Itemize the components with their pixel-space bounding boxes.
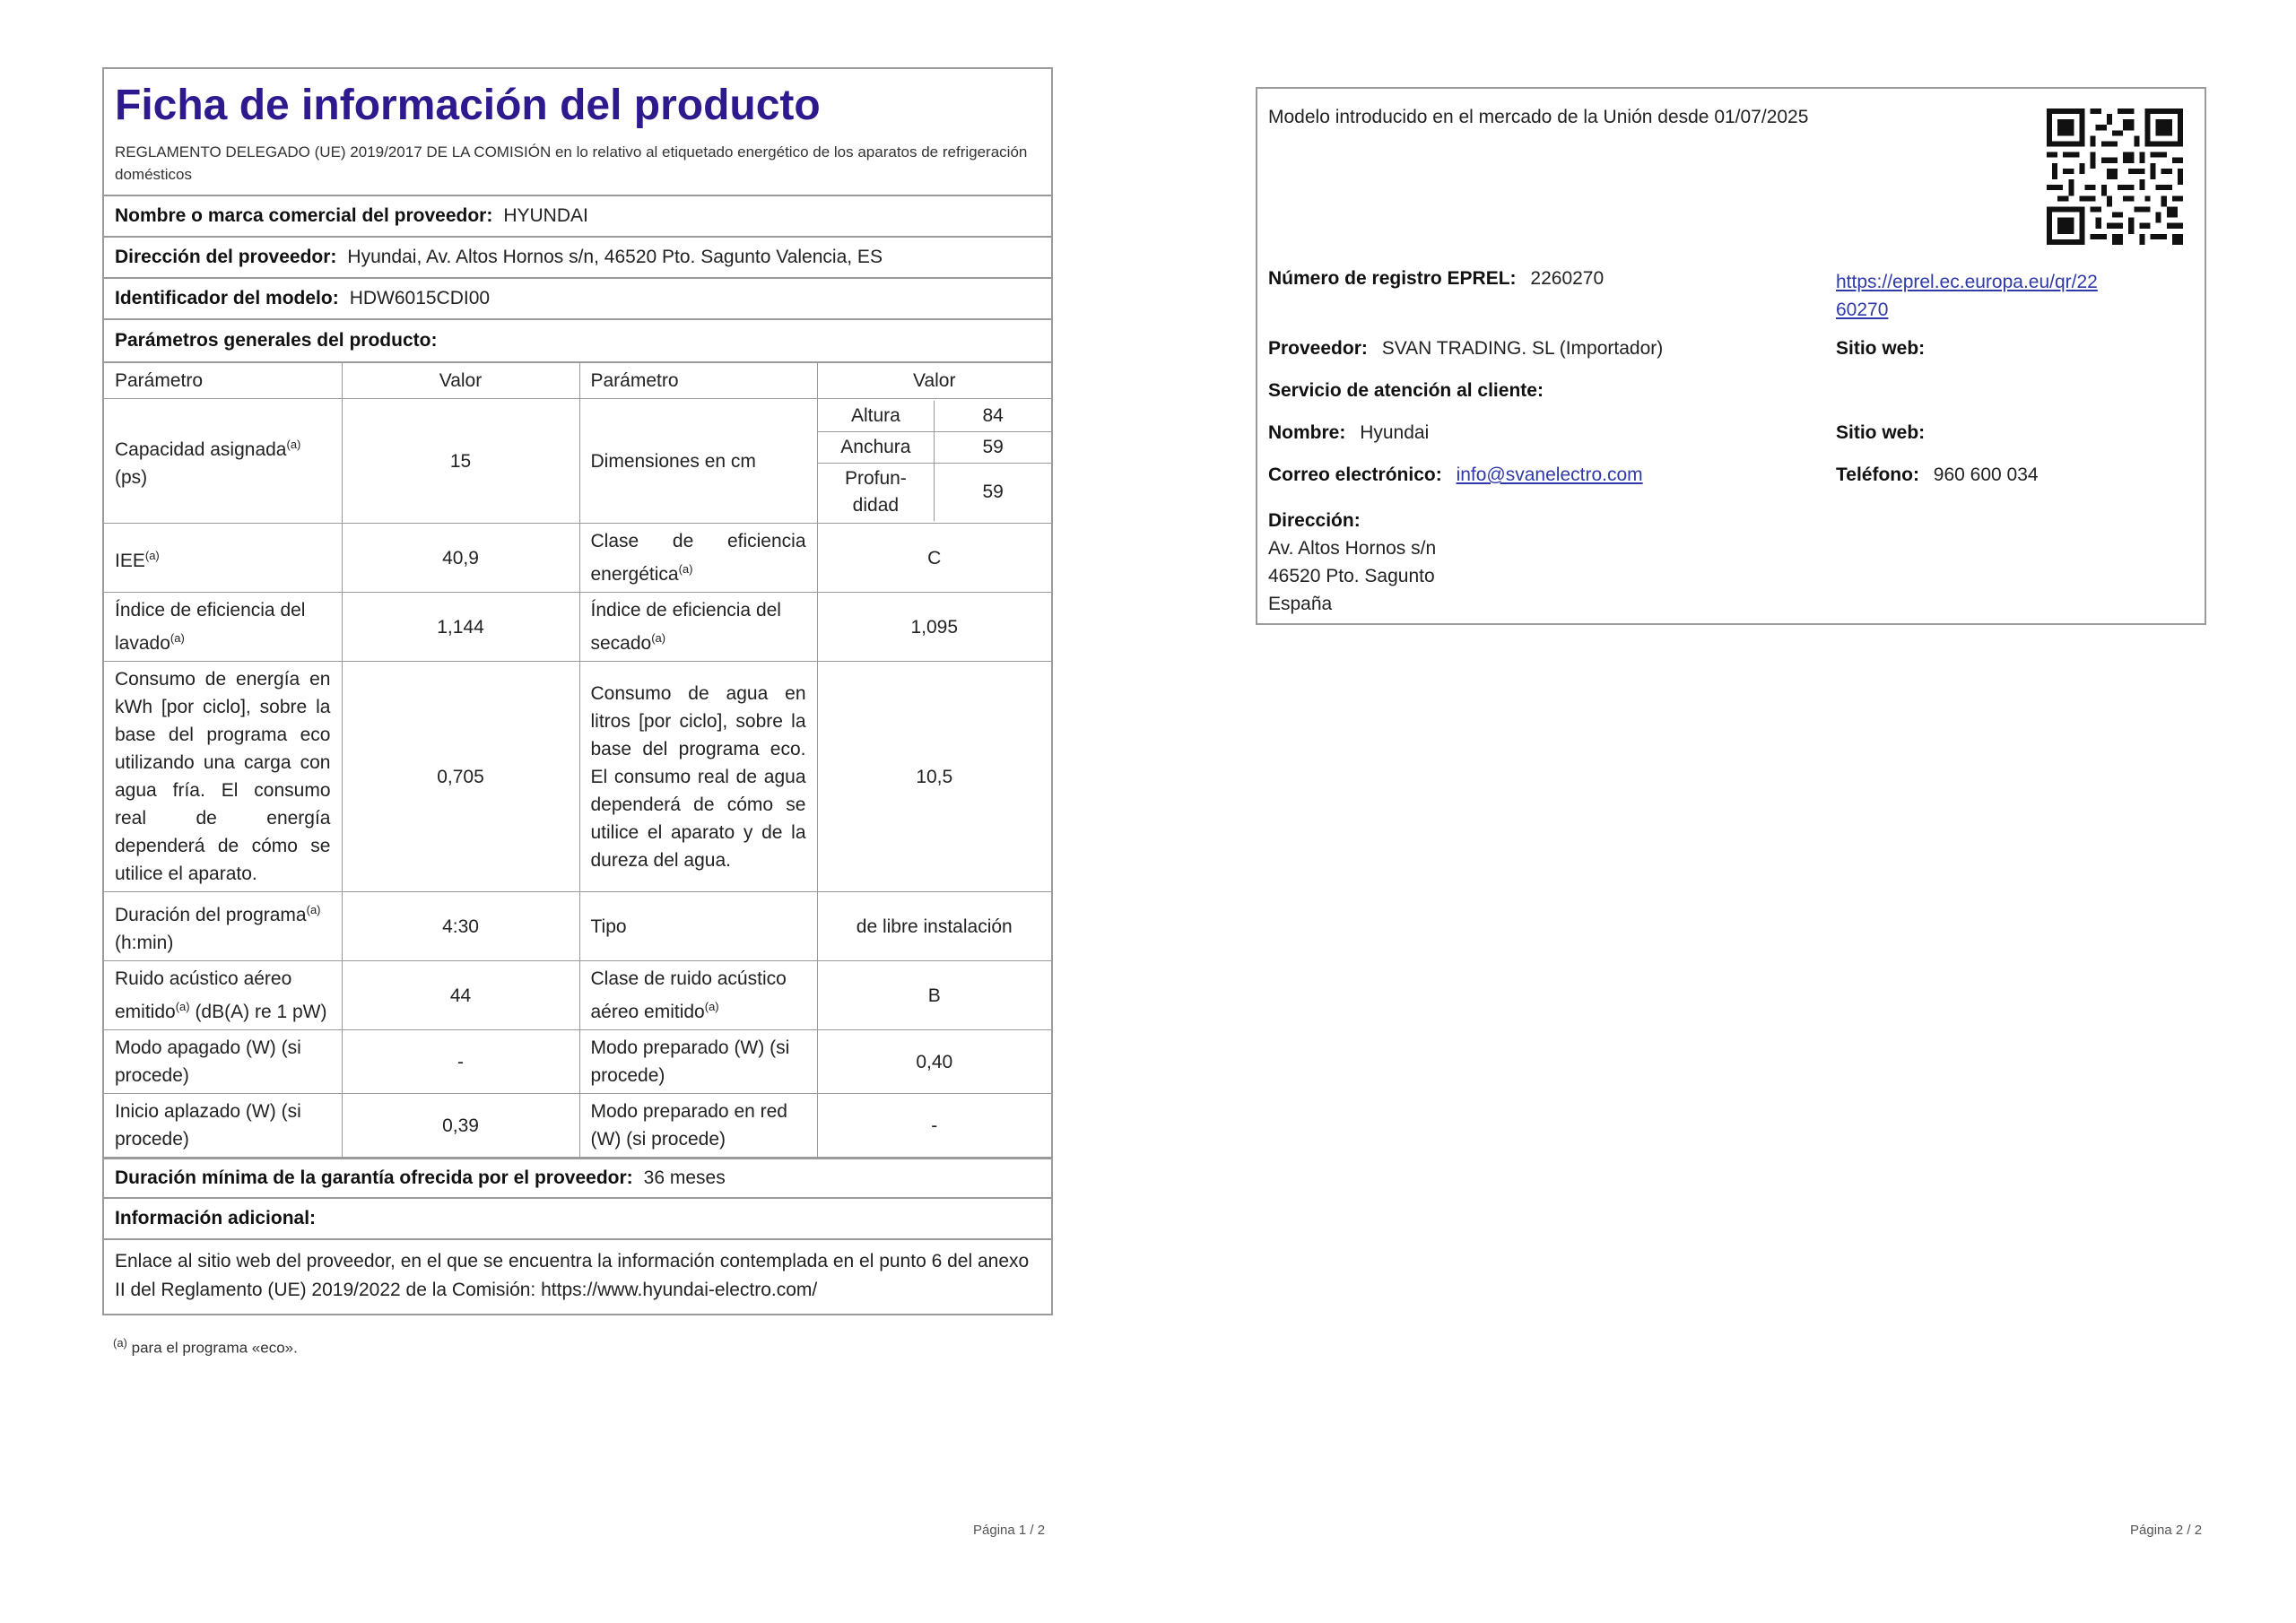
dry-index-value: 1,095 — [817, 593, 1051, 662]
duration-label-text: Duración del programa — [115, 905, 307, 925]
product-info-sheet — [102, 67, 1053, 1315]
supplier-name-row — [104, 196, 1051, 238]
energy-consumption-value: 0,705 — [342, 662, 579, 892]
energy-consumption-label: Consumo de energía en kWh [por ciclo], sobre la base del programa eco utilizando una carga con agua fría. El consumo real de energía dependerá de cómo se utilice el aparato. — [104, 662, 342, 892]
standby-value: 0,40 — [817, 1030, 1051, 1094]
additional-info-row — [104, 1199, 1051, 1240]
supplier-info-panel — [1256, 87, 2206, 625]
energy-class-label-text: Clase de eficiencia energética — [590, 531, 806, 585]
email-label: Correo electrónico: — [1268, 464, 1442, 485]
duration-sup: (a) — [306, 903, 321, 916]
iee-label — [104, 524, 342, 593]
customer-service-row — [1268, 380, 1552, 402]
noise-class-label-text: Clase de ruido acústico aéreo emitido — [590, 968, 787, 1022]
iee-sup: (a) — [144, 548, 160, 562]
dry-index-sup: (a) — [651, 631, 666, 645]
model-id-row — [104, 279, 1051, 320]
capacity-value: 15 — [342, 399, 579, 524]
header-value-1: Valor — [342, 362, 579, 399]
website-text: Enlace al sitio web del proveedor, en el que se encuentra la información contemplada en el punto 6 del anexo II del Reglamento (UE) 2019/2022 de la Comisión: — [115, 1251, 1030, 1300]
delay-start-value: 0,39 — [342, 1094, 579, 1158]
qr-code-icon[interactable] — [2047, 108, 2183, 245]
wash-index-value: 1,144 — [342, 593, 579, 662]
noise-class-label — [579, 961, 817, 1030]
dimensions-subtable — [818, 401, 1052, 521]
page-title: Ficha de información del producto — [115, 82, 821, 129]
noise-label — [104, 961, 342, 1030]
type-value: de libre instalación — [817, 892, 1051, 961]
regulation-text: REGLAMENTO DELEGADO (UE) 2019/2017 DE LA COMISIÓN en lo relativo al etiquetado energético de los aparatos de refrigeración domésticos — [115, 143, 1028, 183]
eprel-label: Número de registro EPREL: — [1268, 268, 1517, 289]
general-params-label: Parámetros generales del producto: — [115, 330, 438, 351]
table-row — [104, 399, 1051, 524]
model-id-label: Identificador del modelo: — [115, 288, 339, 308]
water-consumption-value: 10,5 — [817, 662, 1051, 892]
supplier-row — [1268, 338, 1663, 360]
eprel-row — [1268, 268, 1604, 290]
dim-value: 59 — [935, 464, 1051, 522]
dimensions-cell — [817, 399, 1051, 524]
address-line: Av. Altos Hornos s/n — [1268, 538, 1437, 559]
footnote — [113, 1336, 298, 1358]
footnote-sup: (a) — [113, 1336, 127, 1350]
dry-index-label-text: Índice de eficiencia del secado — [590, 600, 781, 654]
address-block — [1268, 507, 1436, 618]
website-label-2: Sitio web: — [1836, 422, 1926, 443]
footnote-text: para el programa «eco». — [131, 1339, 298, 1357]
table-row — [104, 593, 1051, 662]
warranty-label: Duración mínima de la garantía ofrecida por el proveedor: — [115, 1167, 633, 1188]
capacity-label — [104, 399, 342, 524]
dry-index-label — [579, 593, 817, 662]
eprel-link[interactable] — [1836, 268, 2098, 324]
eprel-link-line1[interactable]: https://eprel.ec.europa.eu/qr/22 — [1836, 272, 2098, 292]
name-row — [1268, 422, 1429, 444]
model-id-value: HDW6015CDI00 — [349, 288, 491, 308]
supplier-address-row — [104, 238, 1051, 279]
noise-class-value: B — [817, 961, 1051, 1030]
header-parameter-2: Parámetro — [579, 362, 817, 399]
duration-unit: (h:min) — [115, 933, 174, 953]
phone-value: 960 600 034 — [1933, 464, 2039, 485]
dim-name: Altura — [818, 401, 935, 432]
dim-name: Profun-didad — [818, 464, 935, 522]
dimensions-label: Dimensiones en cm — [579, 399, 817, 524]
delay-start-label: Inicio aplazado (W) (si procede) — [104, 1094, 342, 1158]
market-date: Modelo introducido en el mercado de la Unión desde 01/07/2025 — [1268, 107, 1809, 127]
eprel-value: 2260270 — [1530, 268, 1605, 289]
duration-label — [104, 892, 342, 961]
supplier-address-value: Hyundai, Av. Altos Hornos s/n, 46520 Pto. Sagunto Valencia, ES — [347, 247, 883, 267]
energy-class-sup: (a) — [678, 562, 693, 576]
supplier-name-label: Nombre o marca comercial del proveedor: — [115, 205, 493, 226]
warranty-row — [104, 1158, 1051, 1199]
table-row — [104, 662, 1051, 892]
dim-value: 59 — [935, 432, 1051, 464]
address-line: 46520 Pto. Sagunto — [1268, 566, 1435, 586]
wash-index-label — [104, 593, 342, 662]
page-number-2: Página 2 / 2 — [2130, 1523, 2203, 1538]
parameters-table — [104, 361, 1051, 1158]
website-row-1 — [1836, 338, 1934, 360]
email-link[interactable]: info@svanelectro.com — [1456, 464, 1643, 485]
website-label-1: Sitio web: — [1836, 338, 1926, 359]
water-consumption-label: Consumo de agua en litros [por ciclo], sobre la base del programa eco. El consumo real de agua dependerá de cómo se utilice el aparato y de la dureza del agua. — [579, 662, 817, 892]
noise-class-sup: (a) — [704, 1000, 719, 1013]
noise-value: 44 — [342, 961, 579, 1030]
website-row — [104, 1240, 1051, 1314]
wash-index-sup: (a) — [170, 631, 185, 645]
dim-value: 84 — [935, 401, 1051, 432]
eprel-link-line2[interactable]: 60270 — [1836, 299, 1889, 320]
website-row-2 — [1836, 422, 1934, 444]
general-params-row — [104, 320, 1051, 361]
phone-row — [1836, 464, 2039, 486]
additional-info-label: Información adicional: — [115, 1208, 317, 1228]
noise-label-text: Ruido acústico aéreo emitido — [115, 968, 292, 1022]
supplier-address-label: Dirección del proveedor: — [115, 247, 337, 267]
table-header-row — [104, 362, 1051, 399]
capacity-unit: (ps) — [115, 467, 148, 488]
customer-service-label: Servicio de atención al cliente: — [1268, 380, 1544, 401]
table-row — [104, 524, 1051, 593]
iee-value: 40,9 — [342, 524, 579, 593]
table-row — [104, 961, 1051, 1030]
table-row — [104, 1030, 1051, 1094]
website-url[interactable]: https://www.hyundai-electro.com/ — [541, 1280, 818, 1300]
title-block — [104, 69, 1051, 196]
address-label: Dirección: — [1268, 510, 1361, 531]
address-line: España — [1268, 594, 1333, 614]
duration-value: 4:30 — [342, 892, 579, 961]
standby-label: Modo preparado (W) (si procede) — [579, 1030, 817, 1094]
noise-unit: (dB(A) re 1 pW) — [195, 1002, 327, 1022]
supplier-value: SVAN TRADING. SL (Importador) — [1381, 338, 1664, 359]
phone-label: Teléfono: — [1836, 464, 1919, 485]
supplier-name-value: HYUNDAI — [503, 205, 588, 226]
header-parameter-1: Parámetro — [104, 362, 342, 399]
warranty-value: 36 meses — [643, 1167, 726, 1188]
name-label: Nombre: — [1268, 422, 1346, 443]
supplier-label: Proveedor: — [1268, 338, 1368, 359]
network-standby-value: - — [817, 1094, 1051, 1158]
type-label: Tipo — [579, 892, 817, 961]
table-row — [104, 892, 1051, 961]
email-row — [1268, 464, 1643, 486]
header-value-2: Valor — [817, 362, 1051, 399]
wash-index-label-text: Índice de eficiencia del lavado — [115, 600, 306, 654]
energy-class-value: C — [817, 524, 1051, 593]
capacity-label-text: Capacidad asignada — [115, 439, 287, 460]
noise-sup: (a) — [175, 1000, 190, 1013]
network-standby-label: Modo preparado en red (W) (si procede) — [579, 1094, 817, 1158]
iee-label-text: IEE — [115, 550, 145, 571]
page-number-1: Página 1 / 2 — [973, 1523, 1046, 1538]
capacity-sup: (a) — [286, 438, 301, 451]
off-mode-value: - — [342, 1030, 579, 1094]
energy-class-label — [579, 524, 817, 593]
name-value: Hyundai — [1360, 422, 1430, 443]
dim-name: Anchura — [818, 432, 935, 464]
table-row — [104, 1094, 1051, 1158]
off-mode-label: Modo apagado (W) (si procede) — [104, 1030, 342, 1094]
